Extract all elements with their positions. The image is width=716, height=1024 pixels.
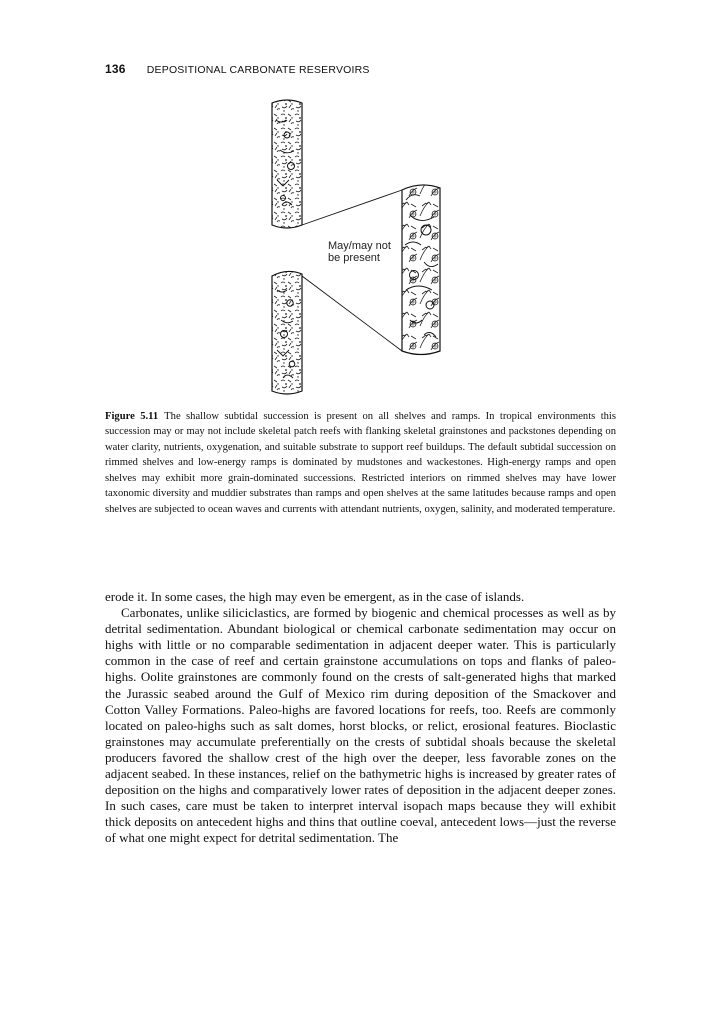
figure-caption	[105, 409, 616, 517]
paragraph: Carbonates, unlike siliciclastics, are formed by biogenic and chemical processes as well as by detrital sedimentation. Abundant biological or chemical carbonate sedimentation may occur on highs with little or no comparable sedimentation in adjacent deeper water. This is particularly common in the case of reef and certain grainstone accumulations on tops and flanks of paleo-highs. Oolite grainstones are commonly found on the crests of salt-generated highs that marked the Jurassic seabed around the Gulf of Mexico rim during deposition of the Smackover and Cotton Valley Formations. Paleo-highs are favored locations for reefs, too. Reefs are commonly located on paleo-highs such as salt domes, horst blocks, or relict, erosional features. Bioclastic grainstones may accumulate preferentially on the crests of subtidal shoals because the skeletal producers favored the shallow crest of the high over the deeper, less favorable zones on the adjacent seabed. In these instances, relief on the bathymetric highs is increased by greater rates of deposition on the highs and comparatively lower rates of deposition in the adjacent deeper zones. In such cases, care must be taken to interpret interval isopach maps because they will exhibit thick deposits on antecedent highs and thins that outline coeval, antecedent lows—just the reverse of what one might expect for detrital sedimentation. The	[105, 605, 616, 846]
caption-text: The shallow subtidal succession is present on all shelves and ramps. In tropical environments this succession may or may not include skeletal patch reefs with flanking skeletal grainstones and packstones depending on water clarity, nutrients, oxygenation, and suitable substrate to support reef buildups. The default subtidal succession on rimmed shelves and low-energy ramps is dominated by mudstones and wackestones. High-energy ramps and open shelves may exhibit more grain-dominated successions. Restricted interiors on rimmed shelves may have lower taxonomic diversity and muddier substrates than ramps and open shelves at the same latitudes because ramps and open shelves are subjected to ocean waves and currents with attendant nutrients, oxygen, salinity, and moderated temperature.	[105, 411, 616, 515]
paragraph: erode it. In some cases, the high may even be emergent, as in the case of islands.	[105, 589, 525, 604]
running-title: DEPOSITIONAL CARBONATE RESERVOIRS	[146, 64, 370, 76]
column-lower-left	[272, 271, 302, 394]
body-text	[105, 589, 616, 847]
column-upper-left	[272, 100, 302, 228]
figure-annotation: May/may not be present	[328, 240, 391, 264]
connector-top	[302, 190, 402, 225]
figure-subtidal-succession	[0, 0, 716, 420]
caption-label: Figure 5.11	[105, 411, 159, 422]
page-number: 136	[105, 62, 126, 76]
connector-bottom	[302, 276, 402, 351]
column-reef	[402, 185, 440, 355]
